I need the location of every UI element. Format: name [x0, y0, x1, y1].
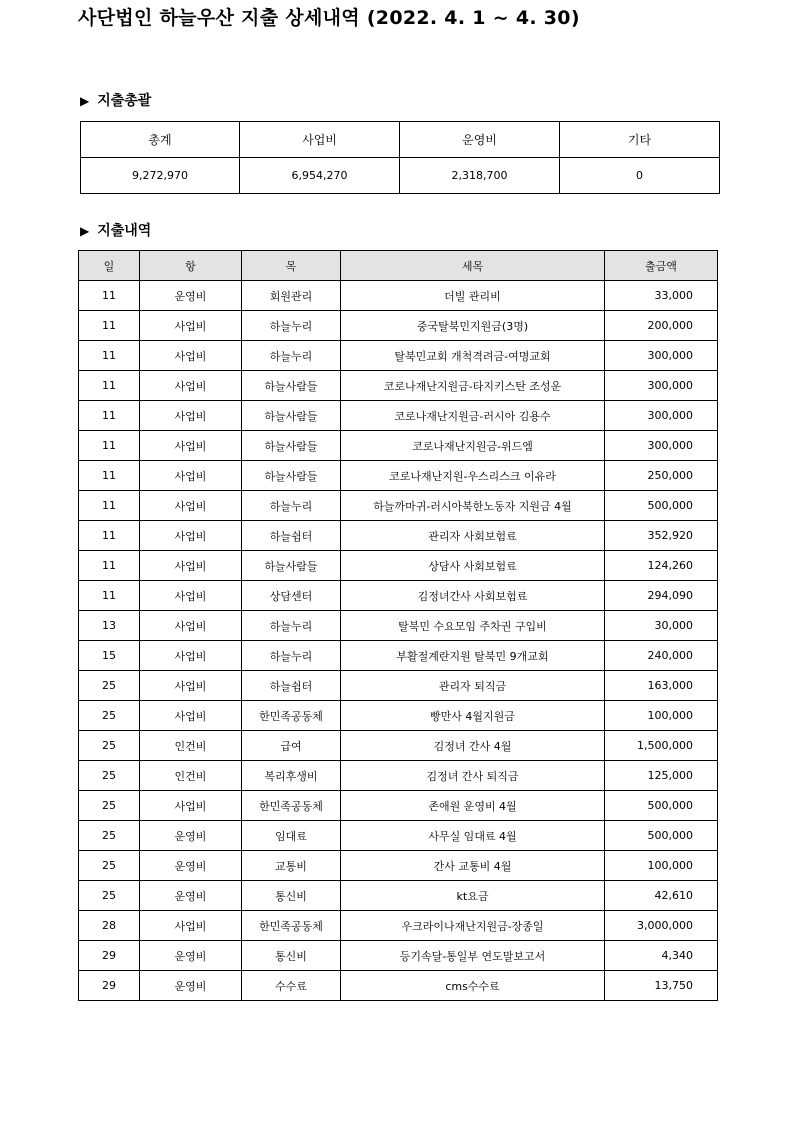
- cell-amount: 30,000: [605, 611, 718, 641]
- cell-category: 인건비: [140, 731, 242, 761]
- cell-category: 운영비: [140, 881, 242, 911]
- expense-detail-table: [78, 250, 718, 1001]
- cell-amount: 300,000: [605, 341, 718, 371]
- table-row: [79, 521, 718, 551]
- table-row: [79, 371, 718, 401]
- summary-heading-label: 지출총괄: [97, 93, 152, 109]
- cell-day: 25: [79, 851, 140, 881]
- cell-day: 15: [79, 641, 140, 671]
- cell-subitem: kt요금: [341, 881, 605, 911]
- cell-subitem: 간사 교통비 4월: [341, 851, 605, 881]
- cell-category: 사업비: [140, 701, 242, 731]
- table-row: [79, 971, 718, 1001]
- cell-day: 11: [79, 401, 140, 431]
- cell-amount: 500,000: [605, 491, 718, 521]
- table-row: [79, 491, 718, 521]
- cell-subitem: 존애원 운영비 4월: [341, 791, 605, 821]
- header-subitem: 세목: [341, 251, 605, 281]
- cell-category: 인건비: [140, 761, 242, 791]
- cell-item: 수수료: [242, 971, 341, 1001]
- cell-day: 25: [79, 731, 140, 761]
- cell-subitem: 코로나재난지원금-타지키스탄 조성운: [341, 371, 605, 401]
- cell-item: 한민족공동체: [242, 791, 341, 821]
- table-row: [79, 431, 718, 461]
- cell-item: 상담센터: [242, 581, 341, 611]
- cell-category: 사업비: [140, 401, 242, 431]
- cell-subitem: 하늘까마귀-러시아북한노동자 지원금 4월: [341, 491, 605, 521]
- cell-item: 하늘사람들: [242, 461, 341, 491]
- cell-day: 11: [79, 371, 140, 401]
- cell-item: 교통비: [242, 851, 341, 881]
- cell-item: 하늘사람들: [242, 401, 341, 431]
- summary-header-business: 사업비: [240, 122, 400, 158]
- cell-category: 사업비: [140, 341, 242, 371]
- cell-subitem: 김정녀간사 사회보험료: [341, 581, 605, 611]
- cell-item: 하늘사람들: [242, 371, 341, 401]
- cell-subitem: 빵만사 4월지원금: [341, 701, 605, 731]
- cell-item: 하늘누리: [242, 491, 341, 521]
- cell-amount: 33,000: [605, 281, 718, 311]
- detail-header-row: [79, 251, 718, 281]
- cell-amount: 300,000: [605, 401, 718, 431]
- table-row: [79, 791, 718, 821]
- cell-category: 사업비: [140, 641, 242, 671]
- cell-amount: 500,000: [605, 821, 718, 851]
- details-heading-label: 지출내역: [97, 223, 152, 239]
- cell-day: 13: [79, 611, 140, 641]
- header-category: 항: [140, 251, 242, 281]
- cell-day: 11: [79, 431, 140, 461]
- cell-amount: 4,340: [605, 941, 718, 971]
- header-amount: 출금액: [605, 251, 718, 281]
- cell-amount: 1,500,000: [605, 731, 718, 761]
- cell-subitem: 코로나재난지원금-위드엠: [341, 431, 605, 461]
- table-row: [79, 941, 718, 971]
- cell-subitem: 우크라이나재난지원금-장종일: [341, 911, 605, 941]
- cell-amount: 250,000: [605, 461, 718, 491]
- cell-amount: 300,000: [605, 371, 718, 401]
- cell-item: 임대료: [242, 821, 341, 851]
- cell-subitem: 부활절계란지원 탈북민 9개교회: [341, 641, 605, 671]
- cell-day: 11: [79, 491, 140, 521]
- cell-subitem: 탈북민교회 개척격려금-여명교회: [341, 341, 605, 371]
- summary-section-heading: [80, 90, 151, 110]
- cell-item: 하늘사람들: [242, 551, 341, 581]
- cell-day: 11: [79, 311, 140, 341]
- summary-value-operating: 2,318,700: [400, 158, 560, 194]
- cell-category: 사업비: [140, 551, 242, 581]
- table-row: [79, 611, 718, 641]
- cell-category: 사업비: [140, 911, 242, 941]
- cell-subitem: 김정녀 간사 4월: [341, 731, 605, 761]
- summary-header-operating: 운영비: [400, 122, 560, 158]
- cell-item: 한민족공동체: [242, 911, 341, 941]
- cell-day: 11: [79, 281, 140, 311]
- cell-amount: 124,260: [605, 551, 718, 581]
- cell-amount: 294,090: [605, 581, 718, 611]
- table-row: [79, 821, 718, 851]
- table-row: [79, 731, 718, 761]
- cell-item: 복리후생비: [242, 761, 341, 791]
- table-row: [79, 671, 718, 701]
- cell-day: 11: [79, 461, 140, 491]
- table-row: [79, 581, 718, 611]
- cell-category: 사업비: [140, 431, 242, 461]
- summary-table: [80, 121, 720, 194]
- cell-subitem: cms수수료: [341, 971, 605, 1001]
- header-item: 목: [242, 251, 341, 281]
- cell-day: 25: [79, 821, 140, 851]
- triangle-bullet-icon: ▶: [80, 224, 90, 238]
- cell-day: 29: [79, 941, 140, 971]
- cell-amount: 42,610: [605, 881, 718, 911]
- table-row: [79, 911, 718, 941]
- cell-item: 한민족공동체: [242, 701, 341, 731]
- cell-day: 25: [79, 791, 140, 821]
- cell-amount: 240,000: [605, 641, 718, 671]
- table-row: [79, 311, 718, 341]
- cell-category: 운영비: [140, 281, 242, 311]
- cell-subitem: 코로나재난지원-우스리스크 이유라: [341, 461, 605, 491]
- cell-item: 하늘쉼터: [242, 521, 341, 551]
- cell-amount: 300,000: [605, 431, 718, 461]
- cell-amount: 13,750: [605, 971, 718, 1001]
- cell-item: 통신비: [242, 941, 341, 971]
- table-row: [79, 281, 718, 311]
- cell-item: 하늘누리: [242, 641, 341, 671]
- summary-value-other: 0: [560, 158, 720, 194]
- cell-subitem: 코로나재난지원금-러시아 김용수: [341, 401, 605, 431]
- cell-subitem: 관리자 퇴직금: [341, 671, 605, 701]
- cell-amount: 100,000: [605, 851, 718, 881]
- cell-day: 25: [79, 881, 140, 911]
- cell-item: 하늘사람들: [242, 431, 341, 461]
- table-row: [79, 761, 718, 791]
- cell-day: 25: [79, 701, 140, 731]
- cell-item: 회원관리: [242, 281, 341, 311]
- cell-item: 하늘쉼터: [242, 671, 341, 701]
- cell-category: 사업비: [140, 491, 242, 521]
- cell-category: 사업비: [140, 581, 242, 611]
- table-row: [79, 401, 718, 431]
- summary-header-total: 총계: [81, 122, 240, 158]
- cell-item: 하늘누리: [242, 311, 341, 341]
- table-row: [79, 851, 718, 881]
- table-row: [79, 341, 718, 371]
- cell-category: 운영비: [140, 821, 242, 851]
- cell-subitem: 더빌 관리비: [341, 281, 605, 311]
- summary-value-row: [81, 158, 720, 194]
- cell-subitem: 등기속달-통일부 연도말보고서: [341, 941, 605, 971]
- cell-subitem: 관리자 사회보험료: [341, 521, 605, 551]
- cell-amount: 200,000: [605, 311, 718, 341]
- cell-item: 급여: [242, 731, 341, 761]
- cell-subitem: 상담사 사회보험료: [341, 551, 605, 581]
- cell-amount: 3,000,000: [605, 911, 718, 941]
- summary-header-row: [81, 122, 720, 158]
- table-row: [79, 881, 718, 911]
- cell-subitem: 사무실 임대료 4월: [341, 821, 605, 851]
- cell-amount: 125,000: [605, 761, 718, 791]
- cell-category: 사업비: [140, 791, 242, 821]
- header-day: 일: [79, 251, 140, 281]
- cell-category: 사업비: [140, 521, 242, 551]
- details-section-heading: [80, 220, 151, 240]
- cell-category: 사업비: [140, 461, 242, 491]
- cell-day: 11: [79, 341, 140, 371]
- summary-value-total: 9,272,970: [81, 158, 240, 194]
- cell-day: 11: [79, 551, 140, 581]
- cell-amount: 163,000: [605, 671, 718, 701]
- cell-day: 29: [79, 971, 140, 1001]
- cell-subitem: 탈북민 수요모임 주차권 구입비: [341, 611, 605, 641]
- cell-category: 사업비: [140, 311, 242, 341]
- summary-header-other: 기타: [560, 122, 720, 158]
- cell-day: 25: [79, 671, 140, 701]
- cell-day: 11: [79, 581, 140, 611]
- page-title: 사단법인 하늘우산 지출 상세내역 (2022. 4. 1 ~ 4. 30): [78, 7, 580, 29]
- cell-day: 25: [79, 761, 140, 791]
- table-row: [79, 641, 718, 671]
- summary-value-business: 6,954,270: [240, 158, 400, 194]
- cell-amount: 100,000: [605, 701, 718, 731]
- cell-category: 운영비: [140, 971, 242, 1001]
- cell-category: 사업비: [140, 371, 242, 401]
- cell-category: 사업비: [140, 611, 242, 641]
- cell-subitem: 중국탈북민지원금(3명): [341, 311, 605, 341]
- cell-amount: 500,000: [605, 791, 718, 821]
- table-row: [79, 701, 718, 731]
- table-row: [79, 551, 718, 581]
- detail-table-body: [79, 281, 718, 1001]
- cell-item: 통신비: [242, 881, 341, 911]
- cell-subitem: 김정녀 간사 퇴직금: [341, 761, 605, 791]
- table-row: [79, 461, 718, 491]
- triangle-bullet-icon: ▶: [80, 94, 90, 108]
- cell-item: 하늘누리: [242, 341, 341, 371]
- cell-category: 사업비: [140, 671, 242, 701]
- cell-day: 11: [79, 521, 140, 551]
- cell-day: 28: [79, 911, 140, 941]
- cell-category: 운영비: [140, 941, 242, 971]
- cell-amount: 352,920: [605, 521, 718, 551]
- cell-item: 하늘누리: [242, 611, 341, 641]
- cell-category: 운영비: [140, 851, 242, 881]
